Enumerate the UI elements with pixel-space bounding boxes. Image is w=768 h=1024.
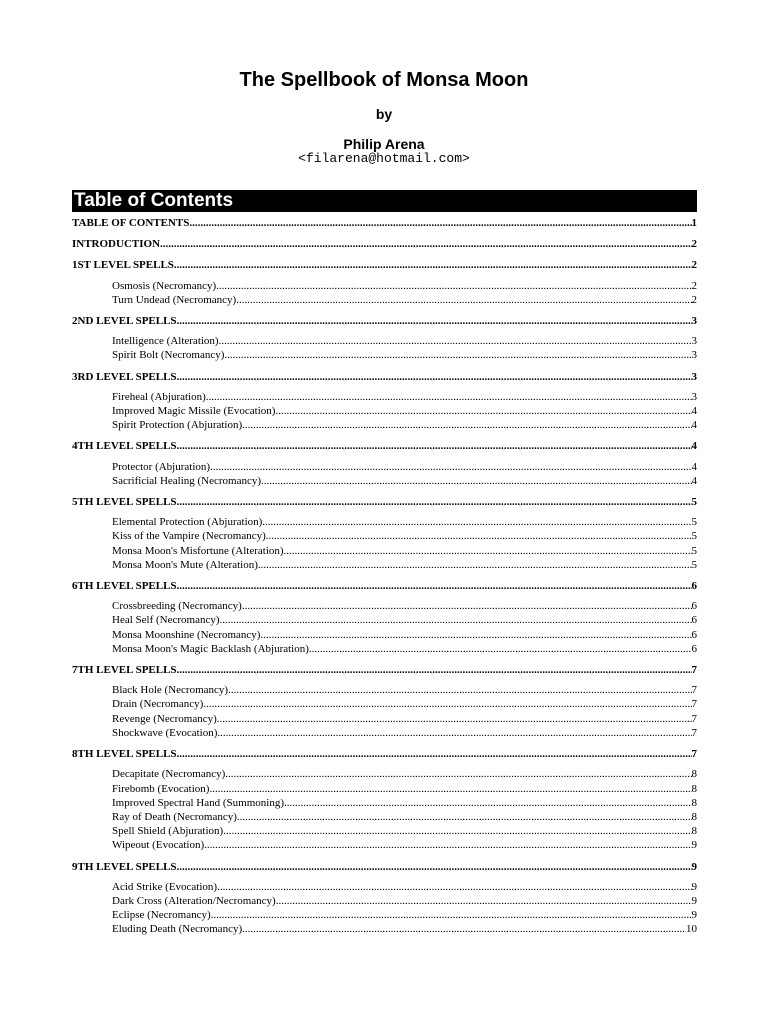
toc-entry-page: 2	[691, 293, 697, 306]
toc-leader-dots	[237, 810, 692, 824]
toc-entry-page: 4	[691, 460, 697, 473]
toc-leader-dots	[210, 460, 691, 474]
table-of-contents	[72, 216, 697, 937]
toc-entry-page: 3	[691, 349, 697, 362]
toc-entry-label: Heal Self (Necromancy)	[112, 614, 220, 627]
toc-heading-bar	[72, 190, 697, 212]
toc-entry-spell[interactable]	[72, 642, 697, 656]
toc-entry-spell[interactable]	[72, 293, 697, 307]
toc-leader-dots	[242, 922, 686, 936]
toc-leader-dots	[266, 529, 692, 543]
toc-entry-label: 6TH LEVEL SPELLS	[72, 580, 177, 593]
toc-entry-label: Turn Undead (Necromancy)	[112, 293, 237, 306]
toc-entry-label: Spirit Bolt (Necromancy)	[112, 349, 225, 362]
toc-entry-page: 3	[691, 315, 697, 328]
toc-entry-page: 4	[691, 405, 697, 418]
toc-leader-dots	[203, 697, 691, 711]
toc-entry-label: Revenge (Necromancy)	[112, 712, 217, 725]
toc-leader-dots	[217, 726, 691, 740]
toc-entry-label: Crossbreeding (Necromancy)	[112, 600, 242, 613]
toc-entry-label: Intelligence (Alteration)	[112, 335, 219, 348]
toc-leader-dots	[260, 628, 691, 642]
toc-entry-label: 5TH LEVEL SPELLS	[72, 496, 177, 509]
toc-entry-page: 5	[691, 496, 697, 509]
toc-leader-dots	[174, 258, 692, 272]
toc-leader-dots	[211, 908, 692, 922]
toc-entry-label: Improved Spectral Hand (Summoning)	[112, 796, 284, 809]
toc-entry-spell[interactable]	[72, 529, 697, 543]
toc-entry-spell[interactable]	[72, 782, 697, 796]
toc-entry-label: Acid Strike (Evocation)	[112, 880, 218, 893]
toc-leader-dots	[261, 474, 691, 488]
toc-entry-page: 8	[691, 825, 697, 838]
toc-entry-page: 5	[691, 544, 697, 557]
toc-leader-dots	[242, 599, 692, 613]
toc-entry-page: 9	[691, 860, 697, 873]
toc-entry-label: 9TH LEVEL SPELLS	[72, 860, 177, 873]
toc-entry-page: 7	[691, 712, 697, 725]
toc-entry-page: 7	[691, 698, 697, 711]
toc-entry-spell[interactable]	[72, 767, 697, 781]
toc-entry-table-of-contents[interactable]	[72, 216, 697, 230]
toc-entry-5th-level-spells[interactable]	[72, 495, 697, 509]
toc-entry-2nd-level-spells[interactable]	[72, 314, 697, 328]
toc-entry-page: 9	[691, 839, 697, 852]
toc-entry-label: Wipeout (Evocation)	[112, 839, 205, 852]
toc-entry-9th-level-spells[interactable]	[72, 860, 697, 874]
toc-leader-dots	[284, 544, 692, 558]
toc-entry-spell[interactable]	[72, 922, 697, 936]
toc-leader-dots	[275, 404, 691, 418]
toc-entry-label: Sacrificial Healing (Necromancy)	[112, 474, 262, 487]
toc-entry-spell[interactable]	[72, 908, 697, 922]
toc-leader-dots	[258, 558, 692, 572]
toc-entry-page: 4	[691, 440, 697, 453]
toc-entry-introduction[interactable]	[72, 237, 697, 251]
toc-entry-page: 6	[691, 614, 697, 627]
toc-entry-label: TABLE OF CONTENTS	[72, 217, 190, 229]
toc-entry-page: 8	[691, 768, 697, 781]
toc-entry-spell[interactable]	[72, 810, 697, 824]
toc-entry-spell[interactable]	[72, 474, 697, 488]
toc-entry-page: 5	[691, 530, 697, 543]
toc-entry-spell[interactable]	[72, 558, 697, 572]
toc-entry-page: 8	[691, 782, 697, 795]
toc-entry-label: Eluding Death (Necromancy)	[112, 923, 243, 936]
toc-leader-dots	[177, 663, 692, 677]
toc-entry-page: 8	[691, 810, 697, 823]
toc-entry-label: Monsa Moon's Misfortune (Alteration)	[112, 544, 284, 557]
toc-entry-label: Kiss of the Vampire (Necromancy)	[112, 530, 266, 543]
toc-leader-dots	[220, 613, 692, 627]
toc-entry-label: 4TH LEVEL SPELLS	[72, 440, 177, 453]
toc-entry-label: 7TH LEVEL SPELLS	[72, 664, 177, 677]
toc-entry-spell[interactable]	[72, 824, 697, 838]
toc-leader-dots	[284, 796, 692, 810]
toc-leader-dots	[177, 579, 692, 593]
toc-entry-label: Eclipse (Necromancy)	[112, 909, 211, 922]
author-email: <filarena@hotmail.com>	[298, 151, 470, 166]
toc-entry-spell[interactable]	[72, 796, 697, 810]
toc-leader-dots	[177, 439, 692, 453]
toc-leader-dots	[242, 418, 691, 432]
toc-entry-label: 3RD LEVEL SPELLS	[72, 370, 177, 383]
toc-entry-page: 9	[691, 894, 697, 907]
toc-entry-spell[interactable]	[72, 390, 697, 404]
toc-entry-spell[interactable]	[72, 404, 697, 418]
toc-entry-spell[interactable]	[72, 544, 697, 558]
toc-entry-label: Spirit Protection (Abjuration)	[112, 419, 243, 432]
toc-leader-dots	[236, 293, 691, 307]
toc-entry-label: 8TH LEVEL SPELLS	[72, 748, 177, 761]
toc-entry-label: Shockwave (Evocation)	[112, 726, 218, 739]
toc-entry-8th-level-spells[interactable]	[72, 747, 697, 761]
toc-entry-label: Elemental Protection (Abjuration)	[112, 516, 263, 529]
toc-entry-page: 7	[691, 726, 697, 739]
toc-leader-dots	[216, 279, 691, 293]
toc-leader-dots	[262, 515, 691, 529]
toc-entry-spell[interactable]	[72, 515, 697, 529]
toc-entry-spell[interactable]	[72, 880, 697, 894]
toc-entry-label: Monsa Moonshine (Necromancy)	[112, 628, 261, 641]
toc-entry-spell[interactable]	[72, 334, 697, 348]
toc-entry-page: 4	[691, 419, 697, 432]
toc-leader-dots	[206, 390, 692, 404]
toc-leader-dots	[223, 824, 691, 838]
toc-entry-label: 1ST LEVEL SPELLS	[72, 259, 174, 272]
toc-entry-page: 7	[691, 684, 697, 697]
toc-entry-page: 6	[691, 580, 697, 593]
toc-leader-dots	[177, 370, 692, 384]
toc-leader-dots	[177, 860, 692, 874]
toc-entry-label: Drain (Necromancy)	[112, 698, 204, 711]
toc-leader-dots	[217, 880, 691, 894]
toc-leader-dots	[177, 747, 692, 761]
toc-entry-spell[interactable]	[72, 712, 697, 726]
toc-entry-7th-level-spells[interactable]	[72, 663, 697, 677]
toc-entry-spell[interactable]	[72, 838, 697, 852]
toc-entry-spell[interactable]	[72, 697, 697, 711]
toc-leader-dots	[217, 712, 692, 726]
toc-entry-1st-level-spells[interactable]	[72, 258, 697, 272]
toc-entry-page: 7	[691, 748, 697, 761]
toc-entry-label: Monsa Moon's Mute (Alteration)	[112, 558, 258, 571]
toc-leader-dots	[228, 683, 691, 697]
toc-entry-label: Osmosis (Necromancy)	[112, 279, 217, 292]
toc-leader-dots	[189, 216, 691, 230]
toc-entry-label: Monsa Moon's Magic Backlash (Abjuration)	[112, 642, 309, 655]
toc-entry-page: 9	[691, 909, 697, 922]
toc-leader-dots	[209, 782, 691, 796]
toc-entry-spell[interactable]	[72, 279, 697, 293]
toc-entry-page: 2	[691, 279, 697, 292]
toc-entry-page: 6	[691, 628, 697, 641]
toc-leader-dots	[177, 314, 692, 328]
toc-entry-label: 2ND LEVEL SPELLS	[72, 315, 177, 328]
toc-entry-spell[interactable]	[72, 460, 697, 474]
toc-entry-4th-level-spells[interactable]	[72, 439, 697, 453]
toc-entry-spell[interactable]	[72, 726, 697, 740]
toc-entry-label: INTRODUCTION	[72, 238, 161, 251]
toc-entry-page: 10	[686, 923, 697, 936]
toc-leader-dots	[309, 642, 692, 656]
toc-entry-label: Fireheal (Abjuration)	[112, 390, 206, 403]
toc-entry-page: 7	[691, 664, 697, 677]
toc-leader-dots	[204, 838, 691, 852]
toc-heading: Table of Contents	[74, 190, 234, 211]
toc-entry-label: Improved Magic Missile (Evocation)	[112, 405, 276, 418]
toc-entry-label: Ray of Death (Necromancy)	[112, 810, 237, 823]
toc-leader-dots	[177, 495, 692, 509]
toc-entry-spell[interactable]	[72, 683, 697, 697]
toc-entry-page: 6	[691, 600, 697, 613]
toc-entry-page: 3	[691, 370, 697, 383]
toc-entry-page: 6	[691, 642, 697, 655]
toc-leader-dots	[219, 334, 692, 348]
author-name: Philip Arena	[343, 136, 425, 152]
toc-entry-page: 3	[691, 390, 697, 403]
toc-entry-page: 1	[691, 217, 697, 229]
toc-entry-label: Decapitate (Necromancy)	[112, 768, 226, 781]
toc-entry-page: 3	[691, 335, 697, 348]
toc-leader-dots	[276, 894, 692, 908]
toc-entry-page: 8	[691, 796, 697, 809]
toc-entry-label: Firebomb (Evocation)	[112, 782, 210, 795]
toc-entry-page: 2	[691, 259, 697, 272]
toc-entry-spell[interactable]	[72, 599, 697, 613]
toc-entry-label: Dark Cross (Alteration/Necromancy)	[112, 894, 276, 907]
toc-entry-label: Protector (Abjuration)	[112, 460, 211, 473]
byline: by	[375, 106, 393, 122]
toc-entry-3rd-level-spells[interactable]	[72, 370, 697, 384]
toc-entry-page: 2	[691, 238, 697, 251]
toc-entry-6th-level-spells[interactable]	[72, 579, 697, 593]
toc-entry-label: Spell Shield (Abjuration)	[112, 825, 224, 838]
toc-entry-page: 4	[691, 474, 697, 487]
toc-entry-spell[interactable]	[72, 418, 697, 432]
toc-entry-spell[interactable]	[72, 628, 697, 642]
toc-entry-spell[interactable]	[72, 894, 697, 908]
toc-entry-page: 5	[691, 516, 697, 529]
toc-entry-spell[interactable]	[72, 613, 697, 627]
toc-leader-dots	[225, 767, 691, 781]
toc-entry-label: Black Hole (Necromancy)	[112, 684, 229, 697]
toc-entry-page: 9	[691, 880, 697, 893]
toc-entry-page: 5	[691, 558, 697, 571]
document-title: The Spellbook of Monsa Moon	[239, 69, 529, 91]
toc-entry-spell[interactable]	[72, 348, 697, 362]
toc-leader-dots	[160, 237, 691, 251]
toc-leader-dots	[224, 348, 691, 362]
